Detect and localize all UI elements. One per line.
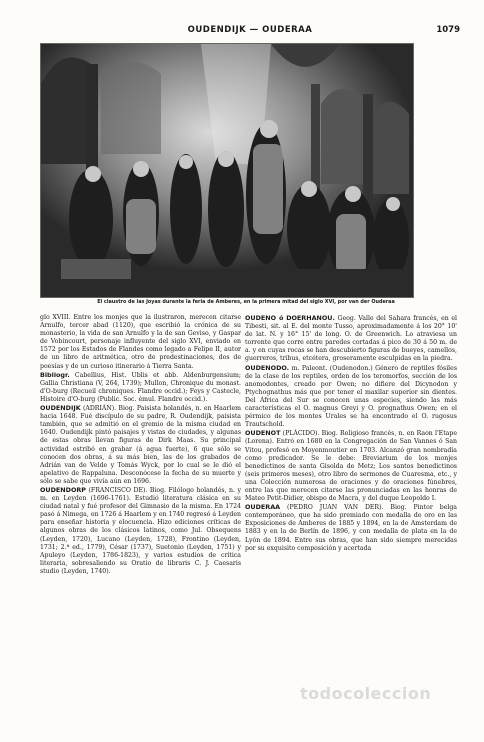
- entry-headword: OUDENODO.: [245, 363, 290, 372]
- figure-caption: El claustro de las Joyas durante la feria de Amberes, en la primera mitad del siglo XVI, por van der Ouderaa: [97, 299, 395, 305]
- entry-text: Cabellius, Hist. Ublis et abb. Aldenburgensium; Gallia Christiana (V, 264, 1739); Mullon, Chronique du monast. d'O-burg (Recueil chroniques. Flandre occid.); Feys y Castecle, Histoire d'O-burg (Public. Soc. émul. Flandre occid.).: [40, 371, 242, 403]
- entry-text: (PEDRO JUAN VAN DER). Biog. Pintor belga contemporáneo, que ha sido premiado con medalla de oro en las Exposiciones de Amberes de 1885 y 1894, en la de Amsterdam de 1883 y en la de Berlín de 1896, y con medalla de plata en la de Lyón de 1894. Entre sus obras, que han sido siempre merecidas por su exquisito composición y acertada: [245, 504, 457, 552]
- engraving-figure: [40, 43, 414, 298]
- entry-oudenodo: [245, 364, 457, 430]
- entry-oudendijk: [40, 404, 241, 486]
- entry-headword: OUDENDIJK: [40, 404, 81, 413]
- watermark-logo: todocoleccion: [300, 684, 432, 703]
- cloister-engraving-image: [41, 44, 413, 297]
- page-number: 1079: [436, 25, 460, 35]
- entry-bibliography: [40, 371, 241, 404]
- entry-text: (FRANCISCO DE). Biog. Filólogo holandés, n. y m. en Leyden (1696-1761). Estudió literatura clásica en su ciudad natal y fué profesor del Gimnasio de la misma. En 1724 pasó á Nimega, en 1726 á Haarlem y en 1740 regresó á Leyden para enseñar historia y elocuencia. Hizo ediciones críticas de algunos obras de los clásicos latinos, como Jul. Obsequens (Leyden, 1720), Lucano (Leyden, 1728), Frontino (Leyden, 1731; 2.ª ed., 1779), César (1737), Suetonio (Leyden, 1751) y Apuleyo (Leyden, 1786-1823), y varios estudios de crítica literaria, sobresaliendo su Oratio de libraris C. J. Caesaris studio (Leyden, 1740).: [40, 486, 241, 575]
- entry-text: Geog. Valle del Sahara francés, en el Tibesti, sit. al E. del monte Tusso, aproximadamente á los 20° 10' de lat. N. y 16° 15' de long. O. de Greenwich. Lo atraviesa un torrente que corre entre paredes cortadas á pico de 30 á 50 m. de a. y en cuyas rocas se han descubierto figuras de bueyes, camellos, guerreros, tribus, etcétera, groseramente esculpidas en la piedra.: [245, 315, 457, 363]
- entry-text: m. Paleont. (Oudenodon.) Género de reptiles fósiles de la clase de los reptiles, orden de los teromorfos, sección de los anomodontes, creado por Owen; no difiere del Dicynodon y Ptychognathus más que por tener el maxilar superior sin dientes. Del África del Sur se conocen unas especies, siendo las más características el O. magnus Greyi y O. prognathus Owen; en el pérmico de los montes Urales se ha encontrado el O. rugosus Trautschold.: [245, 364, 458, 429]
- entry-ouderaa: [245, 503, 457, 553]
- page-header: [40, 25, 460, 39]
- entry-headword: OUDENDORP: [40, 485, 86, 494]
- entry-text: glo XVIII. Entre los monjes que la ilustraron, merecen citarse Arnulfo, tercer abad (1120), que escribió la crónica de su monasterio, la vida de san Arnulfo y la de san Geviso, y Gaspar de Vobincourt, personaje influyente del siglo XVI, enviado en 1572 por los Estados de Flandes como legado a Felipe II, autor de un libro de aritmética, otro de predestinaciones, dos de poesías y de un curioso itinerario á Tierra Santa.: [40, 314, 241, 370]
- left-column: [40, 314, 241, 576]
- entry-headword: Bibliogr.: [40, 370, 70, 379]
- entry-headword: OUDENO ó DOERHANOU.: [245, 314, 335, 322]
- running-title: OUDENDIJK — OUDERAA: [187, 25, 313, 35]
- entry-oudendorp: [40, 486, 241, 576]
- entry-headword: OUDENOT: [245, 429, 281, 438]
- entry-oudenot: [245, 429, 457, 503]
- entry-paragraph: [40, 314, 241, 371]
- right-column: [245, 314, 457, 553]
- entry-text: (ADRIÁN). Biog. Paisista holandés, n. en Haarlem hacia 1648. Fué discípulo de su padre, R. Oudendijk, paisista también, que se admitió en el gremio de la misma ciudad en 1640. Oudendijk pintó paisajes y vistas de ciudades, y algunas de estas obras llevan figuras de Dirk Maas. Su principal actividad estribó en grabar (á agua fuerte), 6 que sólo se conocen dos obras, á su más bien, las de los grabados de Adrián van de Velde y Tomás Wyck, por lo cual se le dió el apelativo de Rappaluna. Desconócese la fecha de su muerte y sólo se sabe que vivía aún en 1696.: [40, 405, 241, 485]
- entry-headword: OUDERAA: [245, 503, 281, 512]
- entry-oudeno: [245, 314, 457, 364]
- entry-text: (PLÁCIDO). Biog. Religioso francés, n. en Raon l'Etape (Lorena). Entró en 1680 en la Congregación de San Vannes ó San Vitou, profesó en Moyenmoutier en 1703. Alcanzó gran nombradía como predicador. Se le debe: Breviarium de los monjes benedictinos de santa Gisolda de Metz; Los santos benedictinos (seis primeros meses), otro libro de sermones de Cuaresma, etc., y una Colección numerosa de oraciones y de oraciones fúnebres, entre las que merecen citarse las pronunciadas en las honras de Mateo Petit-Didier, obispo de Macra, y del duque Leopoldo I.: [245, 430, 457, 503]
